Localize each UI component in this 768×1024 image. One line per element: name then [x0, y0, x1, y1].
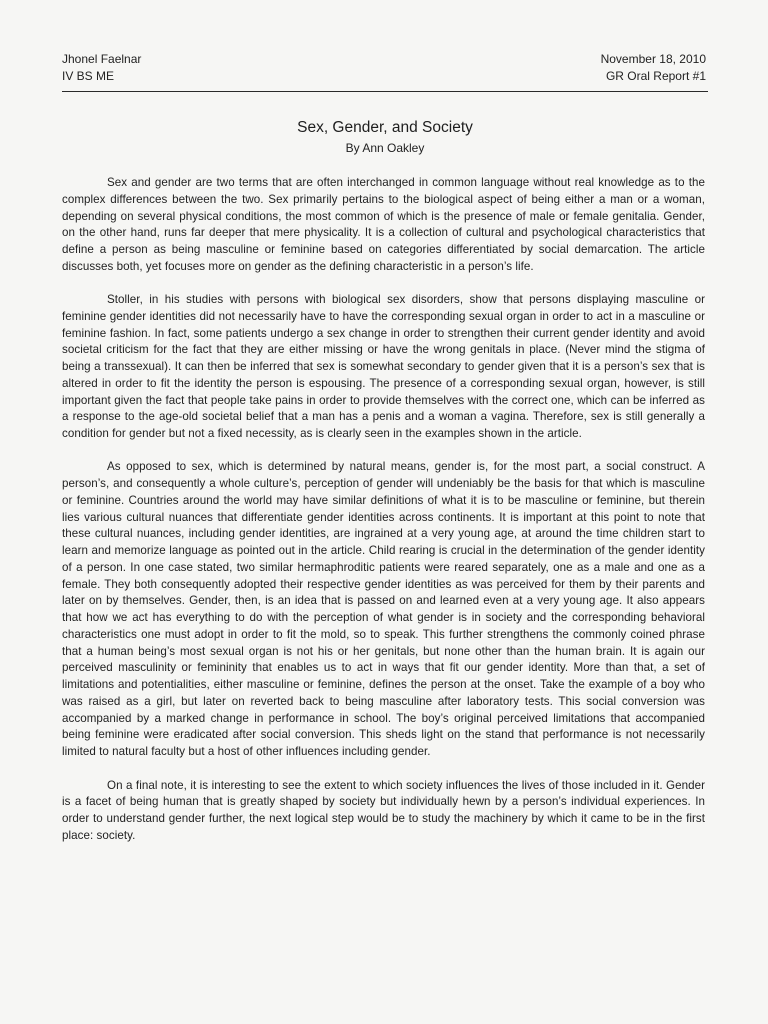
report-date: November 18, 2010 — [600, 52, 706, 66]
header-left — [62, 51, 141, 85]
page-header — [62, 51, 708, 92]
header-right — [601, 51, 706, 85]
paragraph-1: Sex and gender are two terms that are often interchanged in common language without real knowledge as to the complex differences between the two. Sex primarily pertains to the biological aspect of being either a man or a woman, depending on several physical conditions, the most common of which is the presence of male or female genitalia. Gender, on the other hand, runs far deeper that mere physicality. It is a collection of cultural and psychological characteristics that define a person as being masculine or feminine based on categories differentiated by social demarcation. The article discusses both, yet focuses more on gender as the defining characteristic in a person’s life. — [62, 176, 705, 273]
paragraph-4: On a final note, it is interesting to see the extent to which society influences the lives of those included in it. Gender is a facet of being human that is greatly shaped by society but individually hewn by a person’s individual experiences. In order to understand gender further, the next logical step would be to study the machinery by which it came to be in the first place: society. — [62, 778, 705, 842]
paragraph-3: As opposed to sex, which is determined by natural means, gender is, for the most part, a social construct. A person’s, and consequently a whole culture’s, perception of gender will undeniably be the basis for that which is masculine or feminine. Countries around the world may have similar definitions of what it is to be masculine or feminine, but therein lies various cultural nuances that differentiate gender identities across continents. It is important at this point to note that these cultural nuances, including gender identities, are ingrained at a very young age, at around the time children start to learn and memorize language as pointed out in the article. Child rearing is crucial in the determination of the gender identity of a person. In one case stated, two similar hermaphroditic patients were reared separately, one as a male and one as a female. They both consequently adopted their respective gender identities as was perceived for them by their parents and later on by themselves. Gender, then, is an idea that is passed on and learned even at a very young age. It also appears that how we act has everything to do with the perception of what gender is in society and the corresponding behavioral characteristics one must adopt in order to fit the mold, so to speak. This further strengthens the commonly coined phrase that a human being’s most sexual organ is not his or her genitals, but none other than the human brain. It is again our perceived masculinity or femininity that enables us to act in ways that fit our gender identity. More than that, a set of limitations and potentialities, either masculine or feminine, defines the person at the onset. Take the example of a boy who was raised as a girl, but later on reverted back to being masculine after laboratory tests. This social conversion was accompanied by a marked change in performance in school. The boy’s original perceived limitations that accompanied being feminine were eradicated after social conversion. This sheds light on the stand that performance is not necessarily limited to natural faculty but a host of other influences including gender. — [62, 460, 705, 759]
document-body — [62, 175, 705, 861]
report-label: GR Oral Report #1 — [605, 69, 706, 83]
author-name: Jhonel Faelnar — [62, 52, 142, 66]
document-byline: By Ann Oakley — [345, 141, 425, 155]
paragraph-2: Stoller, in his studies with persons with biological sex disorders, show that persons displaying masculine or feminine gender identities did not necessarily have to have the corresponding sexual organ in order to act in a masculine or feminine fashion. In fact, some patients undergo a sex change in order to strengthen their current gender identity and avoid societal criticism for the fact that they are either missing or have the wrong genitals in place. (Never mind the stigma of being a transsexual). It can then be inferred that sex is somewhat secondary to gender given that it is a person’s sex that is altered in order to fit the identity the person is espousing. The presence of a corresponding sexual organ, however, is still important given the fact that people take pains in order to provide themselves with the correct one, which can be inferred as a response to the age-old societal belief that a man has a penis and a woman a vagina. Therefore, sex is still generally a condition for gender but not a fixed necessity, as is clearly seen in the examples shown in the article. — [62, 293, 705, 441]
course-label: IV BS ME — [62, 69, 115, 83]
document-title: Sex, Gender, and Society — [297, 119, 473, 136]
